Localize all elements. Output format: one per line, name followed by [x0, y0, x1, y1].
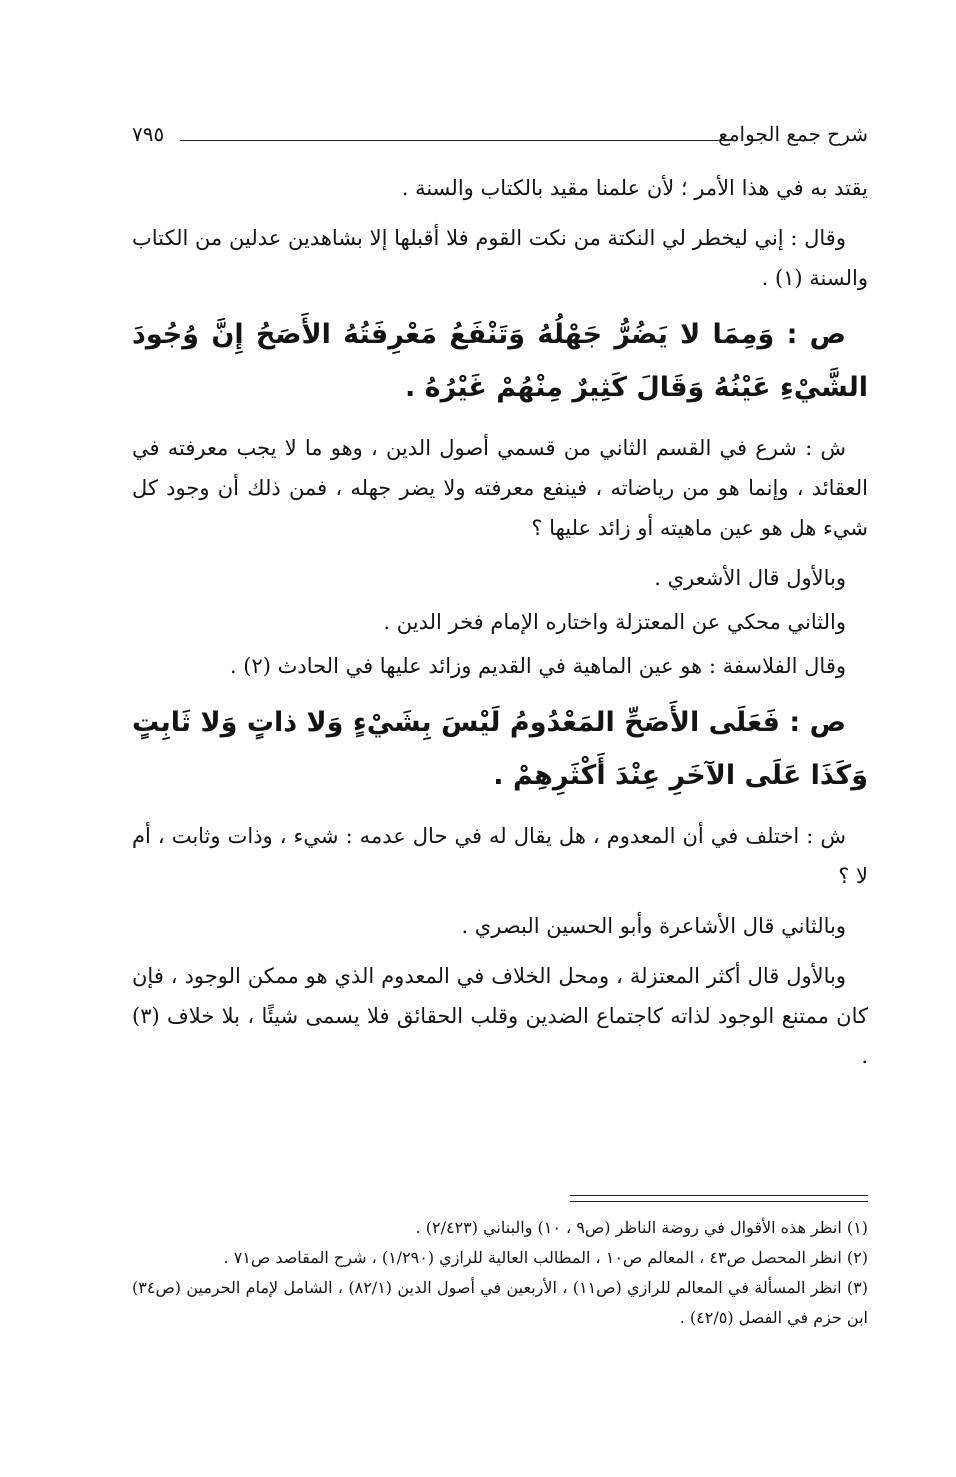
matn-text-2: ص : فَعَلَى الأَصَحِّ المَعْدُومُ لَيْسَ بِشَيْءٍ وَلا ذاتٍ وَلا ثَابِتٍ وَكَذَا عَلَى الآخَرِ عِنْدَ أَكْثَرِهِمْ . — [132, 707, 868, 791]
footnote-separator — [570, 1195, 868, 1202]
paragraph-quote: وقال : إني ليخطر لي النكتة من نكت القوم فلا أقبلها إلا بشاهدين عدلين من الكتاب والسنة (١) . — [132, 226, 868, 290]
paragraph-mutazila-majority: وبالأول قال أكثر المعتزلة ، ومحل الخلاف في المعدوم الذي هو ممكن الوجود ، فإن كان ممتنع الوجود لذاته كاجتماع الضدين وقلب الحقائق فلا يسمى شيئًا ، بلا خلاف (٣) . — [132, 964, 868, 1068]
page-number: ٧٩٥ — [132, 122, 165, 146]
paragraph-continuation: يقتد به في هذا الأمر ؛ لأن علمنا مقيد بالكتاب والسنة . — [401, 176, 868, 200]
footnote-3: (٣) انظر المسألة في المعالم للرازي (ص١١) ، الأربعين في أصول الدين (٨٢/١) ، الشامل لإمام الحرمين (ص٣٤) ابن حزم في الفصل (٤٢/٥) . — [132, 1278, 869, 1327]
commentary-paragraph-1: ش : شرع في القسم الثاني من قسمي أصول الدين ، وهو ما لا يجب معرفته في العقائد ، وإنما هو من رياضاته ، فينفع معرفته ولا يضر جهله ، فمن ذلك أن وجود كل شيء هل هو عين ماهيته أو زائد عليها ؟ — [132, 436, 868, 540]
footnote-1: (١) انظر هذه الأقوال في روضة الناظر (ص٩ ، ١٠) والبناني (٢/٤٢٣) . — [415, 1218, 868, 1237]
matn-text-1: ص : وَمِمَا لا يَضُرُّ جَهْلُهُ وَتَنْفَعُ مَعْرِفَتُهُ الأَصَحُ إِنَّ وُجُودَ الشَّيْءِ عَيْنُهُ وَقَالَ كَثِيرٌ مِنْهُمْ غَيْرُهُ . — [132, 319, 868, 403]
page-header — [132, 118, 868, 152]
main-text — [132, 168, 868, 1086]
paragraph-ashaira: وبالثاني قال الأشاعرة وأبو الحسين البصري . — [461, 914, 846, 938]
commentary-paragraph-2: ش : اختلف في أن المعدوم ، هل يقال له في حال عدمه : شيء ، وذات وثابت ، أم لا ؟ — [132, 824, 868, 888]
paragraph-mutazila: والثاني محكي عن المعتزلة واختاره الإمام فخر الدين . — [383, 610, 846, 634]
paragraph-ashari: وبالأول قال الأشعري . — [654, 566, 846, 590]
paragraph-philosophers: وقال الفلاسفة : هو عين الماهية في القديم وزائد عليها في الحادث (٢) . — [229, 654, 846, 678]
footnotes — [132, 1213, 868, 1333]
running-title: شرح جمع الجوامع — [718, 122, 868, 146]
header-rule — [180, 140, 726, 141]
footnote-2: (٢) انظر المحصل ص٤٣ ، المعالم ص١٠ ، المطالب العالية للرازي (١/٢٩٠) ، شرح المقاصد ص٧١ . — [223, 1248, 868, 1267]
